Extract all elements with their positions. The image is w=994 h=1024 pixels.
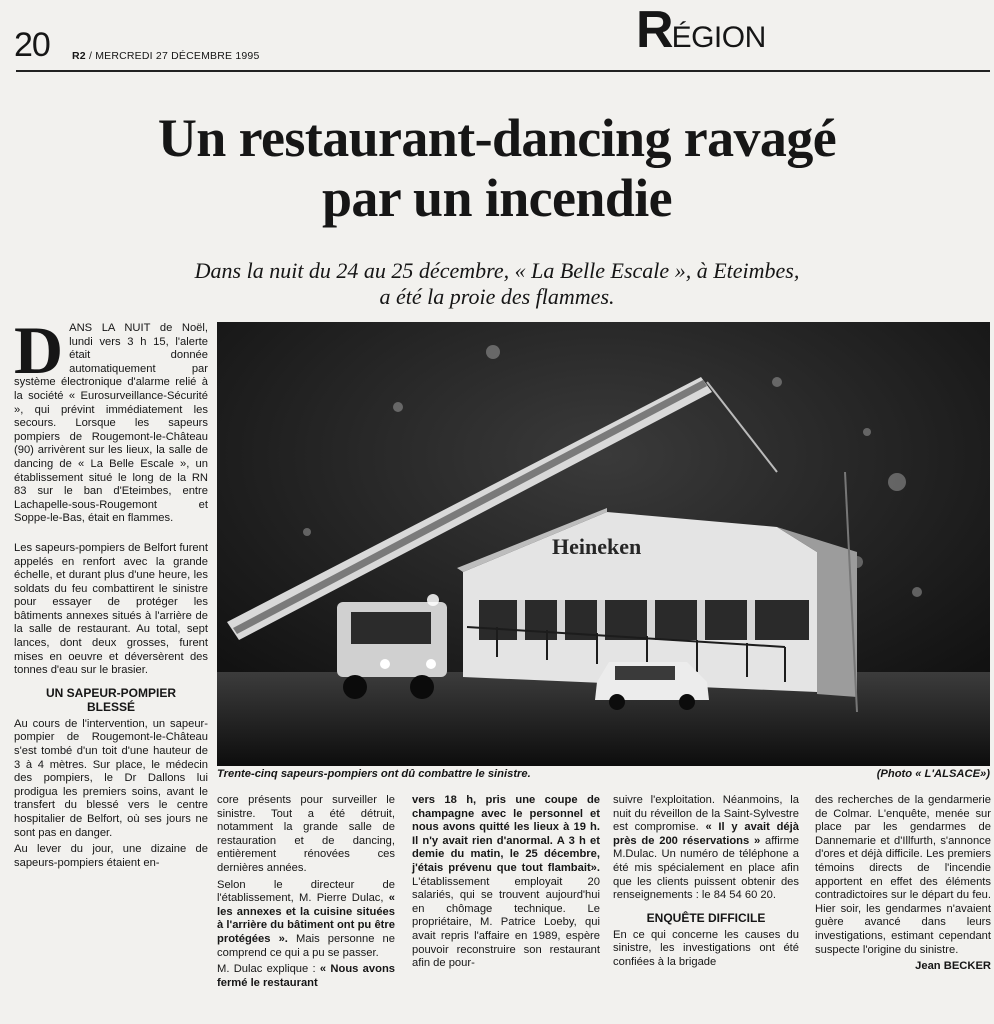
paragraph: [412, 794, 600, 971]
paragraph: des recherches de la gendarmerie de Colmar. L'enquête, menée sur place par les gendarmes de Dannemarie et d'Illfurth, s'annonce d'ores et déjà difficile. Les premiers témoins directs de l'incendie apportent en effet des éléments contradictoires sur le départ du feu. Hier soir, les gendarmes n'avaient guère avancé dans leurs investigations, estimant cependant suspecte l'origine du sinistre.: [815, 794, 991, 956]
subhead-line-1: Dans la nuit du 24 au 25 décembre, « La Belle Escale », à Eteimbes,: [194, 258, 800, 283]
subtitle-line: BLESSÉ: [86, 699, 135, 714]
paragraph: Au cours de l'intervention, un sapeur-pompier de Rougemont-le-Château s'est tombé d'un toit d'une hauteur de 3 à 4 mètres. Sur place, le médecin des pompiers, le Dr Dallons lui prodigua les premiers soins, avant le transfert du blessé vers le centre hospitalier de Belfort, où ses jours ne sont pas en danger.: [14, 717, 208, 839]
section-rest: ÉGION: [671, 21, 766, 54]
text-run: M. Dulac explique :: [217, 963, 320, 976]
paragraph: Au lever du jour, une dizaine de sapeurs-pompiers étaient en-: [14, 843, 208, 869]
text-run: Mais personne ne comprend ce qui a pu se passer.: [217, 932, 395, 959]
lead-text: ANS LA NUIT de Noël, lundi vers 3 h 15, l'alerte était donnée automatiquement par système électronique d'alarme relié à la société « Eurosurveillance-Sécurité », qui prévint immédiatement les secours. Lorsque les sapeurs pompiers de Rougemont-le-Château (90) arrivèrent sur les lieux, la salle de dancing de « La Belle Escale », un établissement situé le long de la RN 83 sur le ban d'Eteimbes, entre Lachapelle-sous-Rougemont et Soppe-le-Bas, était en flammes.: [14, 322, 208, 525]
subtitle-line: UN SAPEUR-POMPIER: [45, 685, 176, 700]
edition-line: [72, 50, 260, 62]
text-run: affirme M.Dulac. Un numéro de téléphone a été mis spécialement en place afin que les clients puissent obtenir des renseignements : le 84 54 60 20.: [613, 834, 799, 902]
caption-text: Trente-cinq sapeurs-pompiers ont dû combattre le sinistre.: [217, 768, 531, 780]
quote-bold: vers 18 h, pris une coupe de champagne avec le personnel et nous avons quitté les lieux à 19 h. Il n'y avait rien d'anormal. A 3 h et demie du matin, le 25 décembre, j'étais prévenu que tout flambait».: [412, 794, 600, 874]
paragraph: Les sapeurs-pompiers de Belfort furent appelés en renfort avec la grande échelle, et durant plus d'une heure, les soldats du feu combattirent le sinistre pour essayer de protéger les bâtiments annexes situés à l'arrière de la salle de restaurant. Au total, sept lances, dont deux grosses, furent mises en oeuvre et déversèrent des tonnes d'eau sur le brasier.: [14, 541, 208, 677]
section-title: [636, 1, 766, 59]
column-3: [412, 794, 600, 974]
paragraph: [613, 794, 799, 903]
column-2: [217, 794, 395, 993]
drop-cap: D: [14, 312, 64, 388]
photo-caption: [217, 768, 990, 780]
paragraph: [217, 879, 395, 961]
photo-credit: (Photo « L'ALSACE»): [876, 768, 990, 780]
section-initial: R: [636, 1, 672, 59]
paragraph: core présents pour surveiller le sinistre. Tout a été détruit, notamment la grande salle de restauration et de dancing, entièrement rénovées ces dernières années.: [217, 794, 395, 874]
subtitle-injured: [14, 686, 208, 714]
headline-line-2: par un incendie: [321, 168, 673, 228]
heineken-sign: Heineken: [552, 534, 642, 559]
paragraph: En ce qui concerne les causes du sinistre, les investigations ont été confiées à la brigade: [613, 928, 799, 968]
quote-bold: « les annexes et la cuisine situées à l'arrière du bâtiment ont pu être protégées ».: [217, 892, 395, 945]
headline-line-1: Un restaurant-dancing ravagé: [157, 108, 837, 168]
text-run: Selon le directeur de l'établissement, M. Pierre Dulac,: [217, 878, 395, 905]
text-run: suivre l'exploitation. Néanmoins, la nuit du réveillon de la Saint-Sylvestre est compromise.: [613, 794, 799, 834]
paragraph: [217, 963, 395, 990]
text-run: L'établissement employait 20 salariés, qui se trouvent aujourd'hui en chômage technique. Le propriétaire, M. Patrice Loeby, qui avait repris l'affaire en 1989, espère pouvoir reconstruire son restaurant afin de pour-: [412, 875, 600, 970]
subhead-line-2: a été la proie des flammes.: [379, 284, 615, 309]
column-5: [815, 794, 991, 974]
edition-date: / MERCREDI 27 DÉCEMBRE 1995: [88, 50, 260, 62]
headline: [0, 108, 994, 228]
column-1: [14, 312, 208, 873]
column-4: [613, 794, 799, 973]
subtitle-investigation: ENQUÊTE DIFFICILE: [646, 910, 766, 925]
quote-bold: « Il y avait déjà près de 200 réservations »: [613, 821, 799, 847]
quote-bold: « Nous avons fermé le restaurant: [217, 963, 395, 989]
page-number: 20: [14, 26, 50, 64]
photo-fire-scene: [217, 322, 990, 766]
edition-code: R2: [72, 50, 86, 62]
news-photo: [217, 322, 990, 766]
lead-paragraph: [14, 312, 208, 526]
subheadline: [0, 258, 994, 310]
header-rule: [16, 70, 990, 72]
byline: Jean BECKER: [915, 960, 991, 973]
